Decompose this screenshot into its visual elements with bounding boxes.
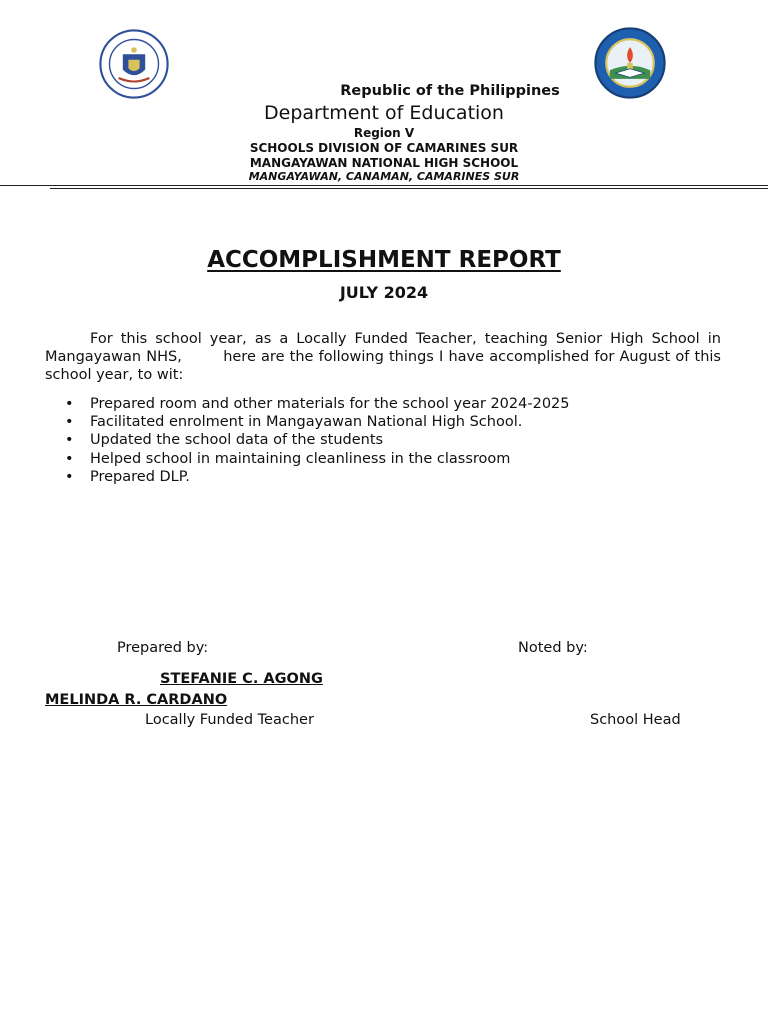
noter-name: MELINDA R. CARDANO — [45, 692, 228, 708]
school-address: MANGAYAWAN, CANAMAN, CAMARINES SUR — [248, 170, 520, 183]
prepared-by-label: Prepared by: — [117, 640, 209, 656]
list-item-text: Prepared DLP. — [90, 468, 190, 485]
list-item — [45, 468, 735, 486]
list-item-text: Updated the school data of the students — [90, 432, 384, 449]
school-heading: MANGAYAWAN NATIONAL HIGH SCHOOL — [249, 156, 519, 170]
region-heading: Region V — [353, 126, 415, 140]
header-divider — [0, 185, 768, 186]
bullet-icon: • — [65, 450, 74, 467]
report-period: JULY 2024 — [339, 283, 429, 302]
list-item — [45, 413, 735, 431]
accomplishment-list — [45, 395, 735, 486]
noter-role: School Head — [590, 712, 681, 728]
bullet-icon: • — [65, 396, 74, 412]
list-item — [45, 395, 735, 413]
bullet-icon: • — [65, 432, 74, 449]
list-item-text: Facilitated enrolment in Mangayawan National High School. — [90, 414, 523, 431]
noted-by-label: Noted by: — [518, 640, 588, 656]
bullet-icon: • — [65, 414, 74, 431]
report-title: ACCOMPLISHMENT REPORT — [207, 247, 561, 273]
republic-heading: Republic of the Philippines — [340, 83, 560, 99]
list-item — [45, 431, 735, 449]
list-item — [45, 450, 735, 468]
deped-seal-icon — [97, 29, 171, 99]
intro-paragraph: For this school year, as a Locally Funded Teacher, teaching Senior High School in Mangayawan NHS, here are the following things I have accomplished for August of this school year, to wit: — [45, 331, 726, 383]
department-heading: Department of Education — [264, 102, 504, 124]
list-item-text: Helped school in maintaining cleanliness in the classroom — [90, 450, 511, 467]
division-heading: SCHOOLS DIVISION OF CAMARINES SUR — [249, 141, 519, 155]
header-divider-secondary — [50, 188, 768, 189]
preparer-role: Locally Funded Teacher — [145, 712, 314, 728]
list-item-text: Prepared room and other materials for the school year 2024-2025 — [90, 396, 570, 412]
mangayawan-hs-seal-icon — [594, 27, 666, 99]
bullet-icon: • — [65, 468, 74, 485]
preparer-name: STEFANIE C. AGONG — [160, 671, 323, 687]
